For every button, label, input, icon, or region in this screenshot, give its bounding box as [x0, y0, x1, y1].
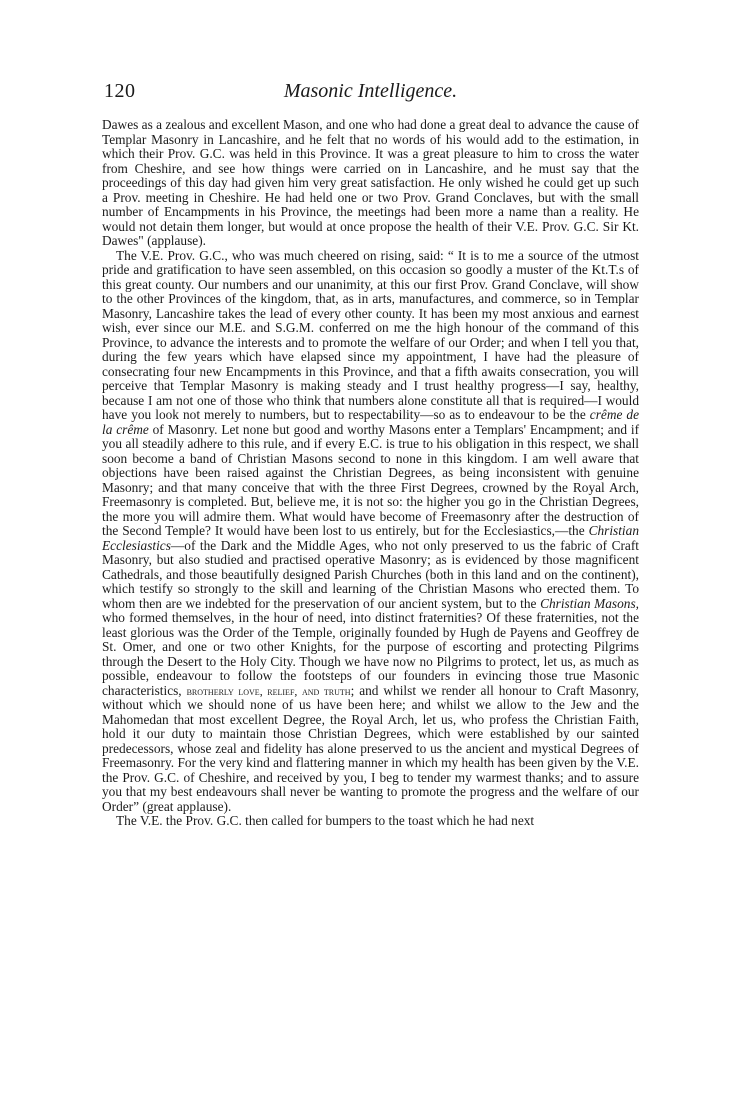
page-number: 120: [104, 80, 136, 102]
paragraph-2-part-d: who formed themselves, in the hour of need, into distinct fraternities? Of these fraternities, not the least glorious was the Order of the Temple, originally founded by Hugh de Payens and Geoffrey de St. Omer, and one or two other Knights, for the purpose of escorting and protecting Pilgrims through the Desert to the Holy City. Though we have now no Pilgrims to protect, let us, as much as possible, endeavour to follow the footsteps of our founders in evincing those true Masonic characteristics,: [102, 610, 639, 698]
paragraph-3: The V.E. the Prov. G.C. then called for bumpers to the toast which he had next: [116, 813, 535, 828]
paragraph-2-part-c: —of the Dark and the Middle Ages, who not only preserved to us the fabric of Craft Masonry, but also studied and practised operative Masonry; as is evidenced by those magnificent Cathedrals, and those beautifully designed Parish Churches (both in this land and on the continent), which testify so strongly to the skill and learning of the Christian Masons who erected them. To whom then are we indebted for the preservation of our ancient system, but to the: [102, 537, 639, 611]
paragraph-2-part-e: ; and whilst we render all honour to Craft Masonry, without which we should none of us have been here; and whilst we allow to the Jew and the Mahomedan that most excellent Degree, the Royal Arch, let us, who profess the Christian Faith, hold it our duty to maintain those Christian Degrees, which were established by our sainted predecessors, whose zeal and fidelity has alone preserved to us the ancient and mystical Degrees of Freemasonry. For the very kind and flattering manner in which my health has been given by the V.E. the Prov. G.C. of Cheshire, and received by you, I beg to tender my warmest thanks; and to assure you that my best endeavours shall never be wanting to promote the progress and the welfare of our Order” (great applause).: [102, 682, 639, 814]
page-header: [102, 80, 639, 108]
paragraph-2-italic-2: Christian Ecclesiastics: [102, 523, 639, 553]
paragraph-2-italic-1: crême de la crême: [102, 407, 639, 437]
paragraph-2-italic-3: Christian Masons,: [540, 595, 639, 611]
paragraph-2: [102, 249, 639, 815]
paragraph-2-part-a: The V.E. Prov. G.C., who was much cheered on rising, said: “ It is to me a source of the utmost pride and gratification to have seen assembled, on this occasion so goodly a muster of the Kt.T.s of this great county. Our numbers and our unanimity, at this our first Prov. Grand Conclave, will show to the other Provinces of the kingdom, that, as in arts, manufactures, and commerce, so in Templar Masonry, Lancashire takes the lead of every other county. It has been my most anxious and earnest wish, ever since our M.E. and S.G.M. conferred on me the high honour of the command of this Province, to advance the interests and to promote the welfare of our Order; and when I tell you that, during the few years which have elapsed since my appointment, I have had the pleasure of consecrating four new Encampments in this Province, and that a fifth awaits consecration, you will perceive that Templar Masonry is making steady and I trust healthy progress—I say, healthy, because I am not one of those who think that numbers alone constitute all that is required—I would have you look not merely to numbers, but to respectability—so as to endeavour to be the: [102, 247, 639, 422]
article-body: [102, 118, 639, 829]
paragraph-2-smallcaps: brotherly love, relief, and truth: [186, 683, 351, 698]
running-title: Masonic Intelligence.: [283, 80, 458, 102]
paragraph-1: Dawes as a zealous and excellent Mason, and one who had done a great deal to advance the cause of Templar Masonry in Lancashire, and he felt that no words of his would add to the estimation, in which their Prov. G.C. was held in this Province. It was a great pleasure to him to cross the water from Cheshire, and see how things were carried on in Lancashire, and he must say that the proceedings of this day had given him very great satisfaction. He only wished he could get up such a Prov. meeting in Cheshire. He had held one or two Prov. Grand Conclaves, but with the small number of Encampments in his Province, the meetings had been more a name than a reality. He would not detain them longer, but would at once propose the health of their V.E. Prov. G.C. Sir Kt. Dawes" (applause).: [102, 117, 639, 248]
paragraph-2-part-b: of Masonry. Let none but good and worthy Masons enter a Templars' Encampment; and if you all steadily adhere to this rule, and if every E.C. is true to his obligation in this respect, we shall soon become a band of Christian Masons second to none in this kingdom. I am well aware that objections have been raised against the Christian Degrees, as being inconsistent with genuine Masonry; and that many conceive that with the three First Degrees, crowned by the Royal Arch, Freemasonry is completed. But, believe me, it is not so: the higher you go in the Christian Degrees, the more you will admire them. What would have become of Freemasonry after the destruction of the Second Temple? It would have been lost to us entirely, but for the Ecclesiastics,—the: [102, 421, 640, 538]
